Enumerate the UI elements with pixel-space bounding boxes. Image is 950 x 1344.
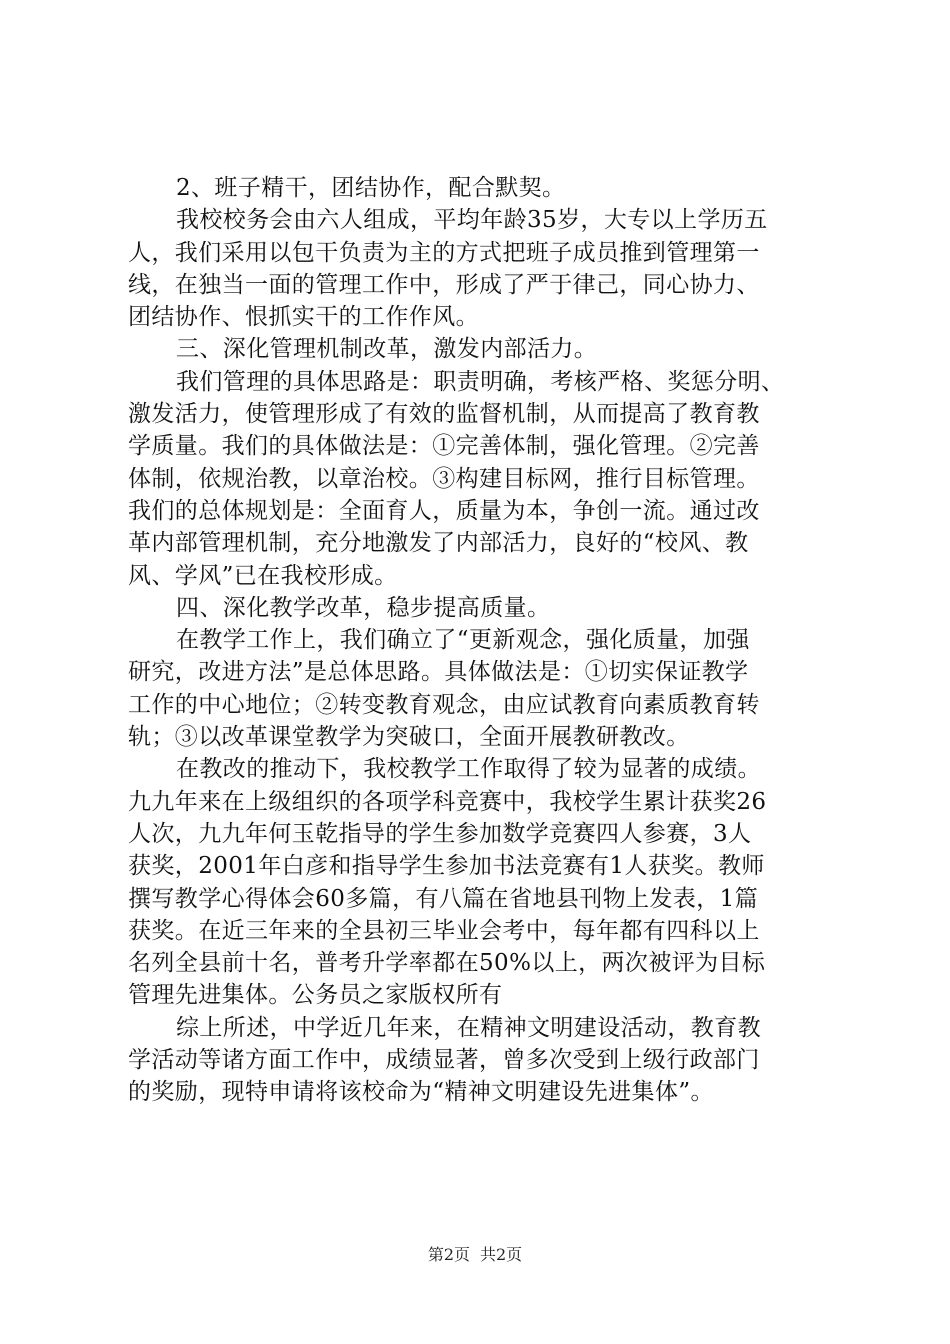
text-line: 获奖。在近三年来的全县初三毕业会考中，每年都有四科以上 xyxy=(128,917,760,944)
paragraph-heading-2: 2、班子精干，团结协作，配合默契。 xyxy=(176,175,566,201)
text-line: 团结协作、恨抓实干的工作作风。 xyxy=(128,304,479,331)
text-line: 线，在独当一面的管理工作中，形成了严于律己，同心协力、 xyxy=(128,271,760,298)
text-line: 名列全县前十名，普考升学率都在50%以上，两次被评为目标 xyxy=(128,950,766,977)
page-number: 第2页 xyxy=(427,1245,470,1264)
text-line: 风、学风”已在我校形成。 xyxy=(128,562,398,589)
text-line: 学活动等诸方面工作中，成绩显著，曾多次受到上级行政部门 xyxy=(128,1047,760,1074)
section-heading-4: 四、深化教学改革，稳步提高质量。 xyxy=(176,594,551,621)
text-line: 研究，改进方法”是总体思路。具体做法是：①切实保证教学 xyxy=(128,659,749,686)
text-line: 人，我们采用以包干负责为主的方式把班子成员推到管理第一 xyxy=(128,239,760,266)
document-body xyxy=(128,172,840,1109)
text-line: 综上所述，中学近几年来，在精神文明建设活动，教育教 xyxy=(176,1014,761,1041)
text-line: 我校校务会由六人组成，平均年龄35岁，大专以上学历五 xyxy=(176,207,768,234)
text-line: 我们的总体规划是：全面育人，质量为本，争创一流。通过改 xyxy=(128,497,760,524)
text-line: 我们管理的具体思路是：职责明确，考核严格、奖惩分明、 xyxy=(176,368,785,395)
text-line: 获奖，2001年白彦和指导学生参加书法竞赛有1人获奖。教师 xyxy=(128,853,765,880)
text-line: 革内部管理机制，充分地激发了内部活力，良好的“校风、教 xyxy=(128,530,749,557)
text-line: 在教学工作上，我们确立了“更新观念，强化质量，加强 xyxy=(176,627,750,654)
text-line: 的奖励，现特申请将该校命为“精神文明建设先进集体”。 xyxy=(128,1079,714,1106)
section-heading-3: 三、深化管理机制改革，激发内部活力。 xyxy=(176,336,598,363)
text-line: 在教改的推动下，我校教学工作取得了较为显著的成绩。 xyxy=(176,756,761,783)
text-line: 九九年来在上级组织的各项学科竞赛中，我校学生累计获奖26 xyxy=(128,788,767,815)
text-line: 轨；③以改革课堂教学为突破口，全面开展教研教改。 xyxy=(128,724,690,751)
text-line: 体制，依规治教，以章治校。③构建目标网，推行目标管理。 xyxy=(128,465,760,492)
text-line: 学质量。我们的具体做法是：①完善体制，强化管理。②完善 xyxy=(128,433,760,460)
text-line: 人次，九九年何玉乾指导的学生参加数学竞赛四人参赛，3人 xyxy=(128,820,752,847)
page-footer xyxy=(0,1245,950,1265)
page-total: 共2页 xyxy=(480,1245,523,1264)
text-line: 管理先进集体。公务员之家版权所有 xyxy=(128,982,503,1009)
text-line: 工作的中心地位；②转变教育观念，由应试教育向素质教育转 xyxy=(128,691,760,718)
text-line: 激发活力，使管理形成了有效的监督机制，从而提高了教育教 xyxy=(128,401,760,428)
text-line: 撰写教学心得体会60多篇，有八篇在省地县刊物上发表，1篇 xyxy=(128,885,759,912)
